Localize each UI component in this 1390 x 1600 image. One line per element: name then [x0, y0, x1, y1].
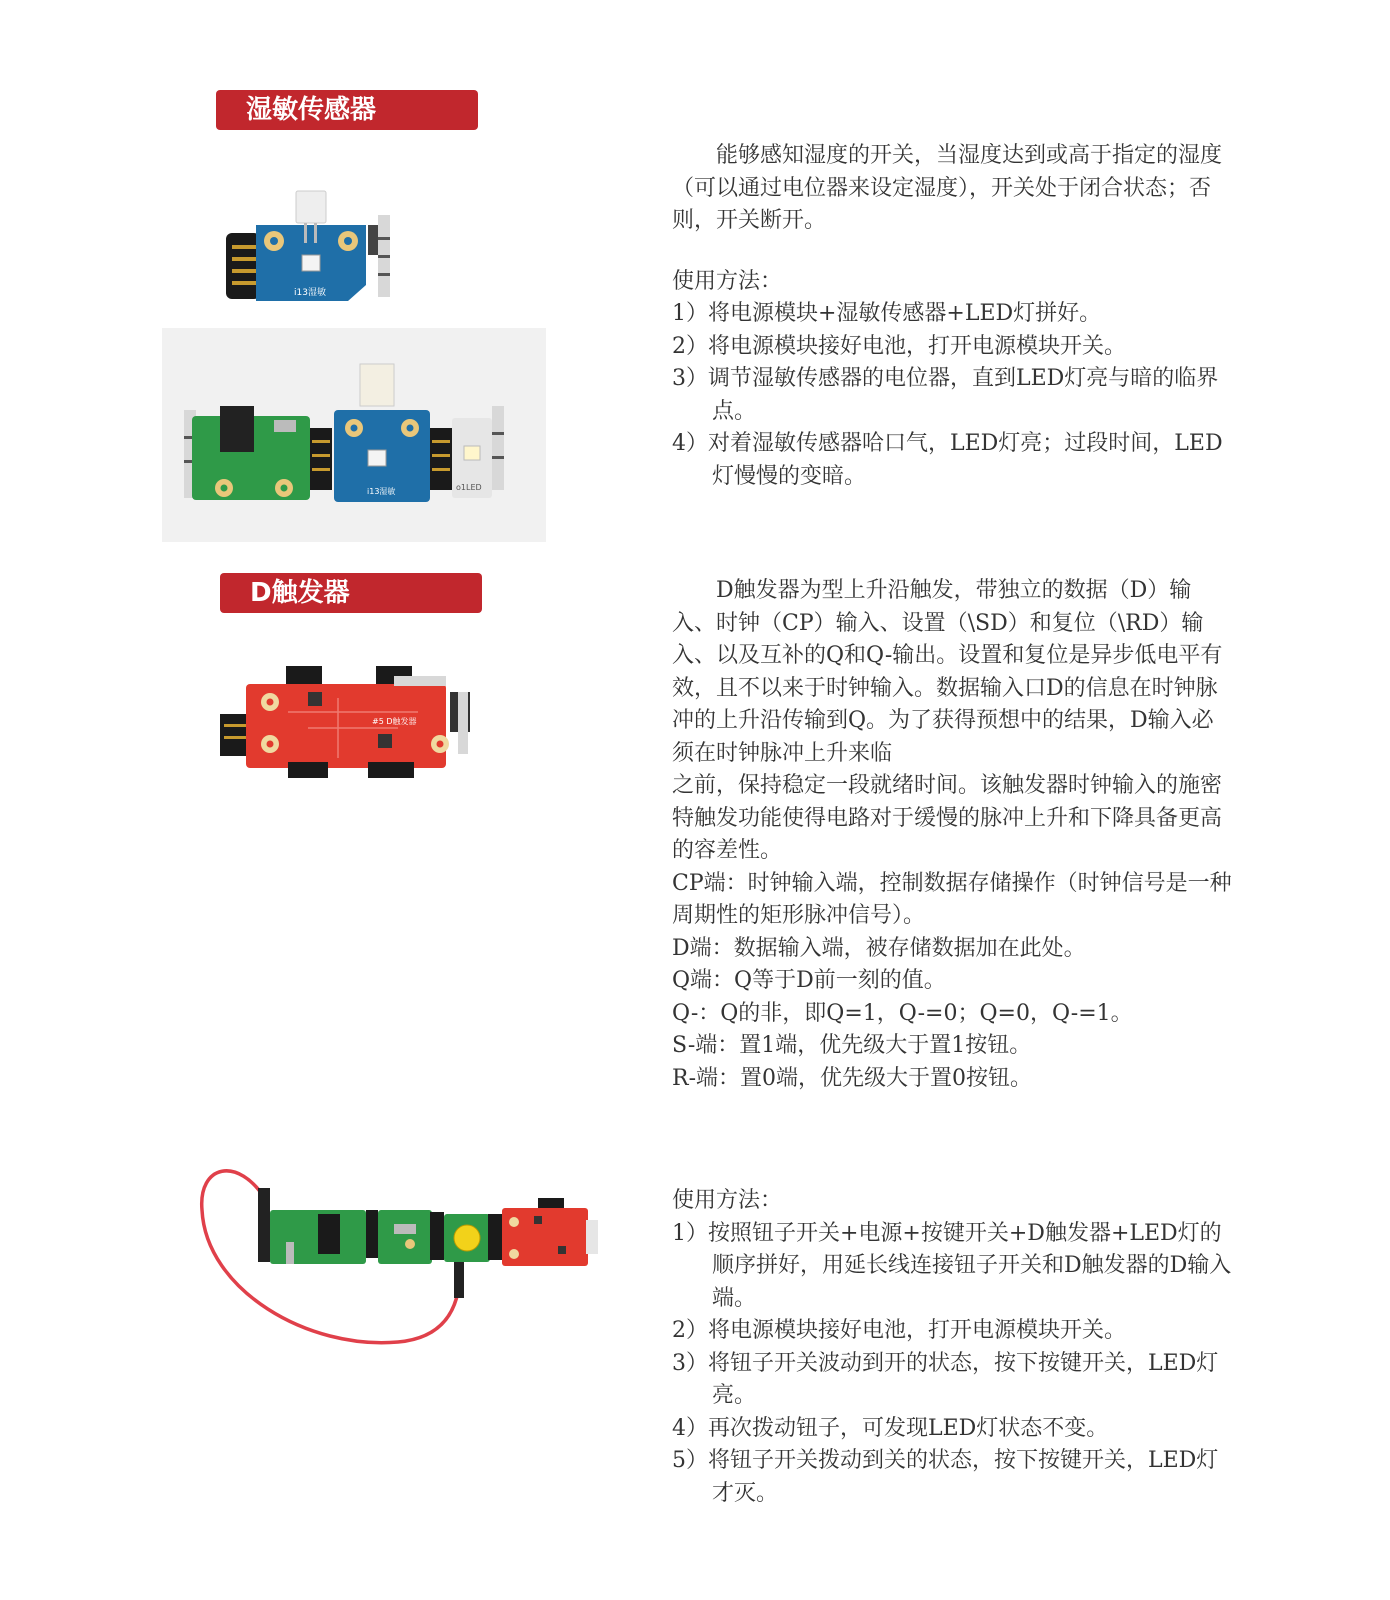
usage-step: 4）再次拨动钮子，可发现LED灯状态不变。 [672, 1415, 1109, 1441]
usage-step: 4）对着湿敏传感器哈口气，LED灯亮；过段时间，LED灯慢慢的变暗。 [672, 431, 1223, 489]
d-flip-flop-photo [218, 662, 480, 784]
d-flip-flop-usage [672, 1185, 1232, 1510]
d-flip-flop-text [672, 575, 1232, 1095]
humidity-sensor-text [672, 140, 1232, 493]
usage-step: 1）按照钮子开关+电源+按键开关+D触发器+LED灯的顺序拼好，用延长线连接钮子开关和D触发器的D输入端。 [672, 1220, 1232, 1311]
section-description: 能够感知湿度的开关，当湿度达到或高于指定的湿度（可以通过电位器来设定湿度），开关处于闭合状态；否则，开关断开。 [672, 143, 1223, 233]
section-description: 之前，保持稳定一段就绪时间。该触发器时钟输入的施密特触发功能使得电路对于缓慢的脉冲上升和下降具备更高的容差性。 [672, 773, 1223, 863]
d-flip-flop-circuit-photo [198, 1160, 602, 1360]
usage-step: 1）将电源模块+湿敏传感器+LED灯拼好。 [672, 301, 1102, 326]
usage-title: 使用方法： [672, 1188, 783, 1213]
board-label: i13湿敏 [367, 487, 396, 496]
pin-description: S-端：置1端，优先级大于置1按钮。 [672, 1033, 1032, 1058]
usage-step: 2）将电源模块接好电池，打开电源模块开关。 [672, 1318, 1126, 1343]
board-label: i13湿敏 [294, 288, 326, 298]
board-label: o1LED [456, 483, 482, 492]
pin-description: CP端：时钟输入端，控制数据存储操作（时钟信号是一种周期性的矩形脉冲信号）。 [672, 870, 1232, 928]
usage-step: 2）将电源模块接好电池，打开电源模块开关。 [672, 333, 1126, 359]
usage-step: 5）将钮子开关拨动到关的状态，按下按键开关，LED灯才灭。 [672, 1448, 1219, 1506]
usage-step: 3）调节湿敏传感器的电位器，直到LED灯亮与暗的临界点。 [672, 366, 1219, 424]
section-description: D触发器为型上升沿触发，带独立的数据（D）输入、时钟（CP）输入、设置（\SD）和复位（\RD）输入、以及互补的Q和Q-输出。设置和复位是异步低电平有效，且不以来于时钟输入。数据输入口D的信息在时钟脉冲的上升沿传输到Q。为了获得预想中的结果，D输入必须在时钟脉冲上升来临 [672, 578, 1223, 766]
pin-description: D端：数据输入端，被存储数据加在此处。 [672, 935, 1086, 961]
pin-description: Q-：Q的非，即Q=1，Q-=0；Q=0，Q-=1。 [672, 1000, 1133, 1026]
section-title: 湿敏传感器 [246, 95, 377, 125]
section-header-humidity-sensor [216, 90, 478, 130]
board-label: #5 D触发器 [372, 717, 417, 726]
usage-title: 使用方法： [672, 268, 783, 294]
pin-description: R-端：置0端，优先级大于置0按钮。 [672, 1065, 1032, 1091]
usage-step: 3）将钮子开关波动到开的状态，按下按键开关，LED灯亮。 [672, 1350, 1219, 1408]
humidity-circuit-photo [162, 328, 546, 542]
section-title: D触发器 [250, 578, 350, 608]
section-header-d-flip-flop [220, 573, 482, 613]
humidity-sensor-photo [216, 185, 416, 310]
pin-description: Q端：Q等于D前一刻的值。 [672, 968, 946, 993]
